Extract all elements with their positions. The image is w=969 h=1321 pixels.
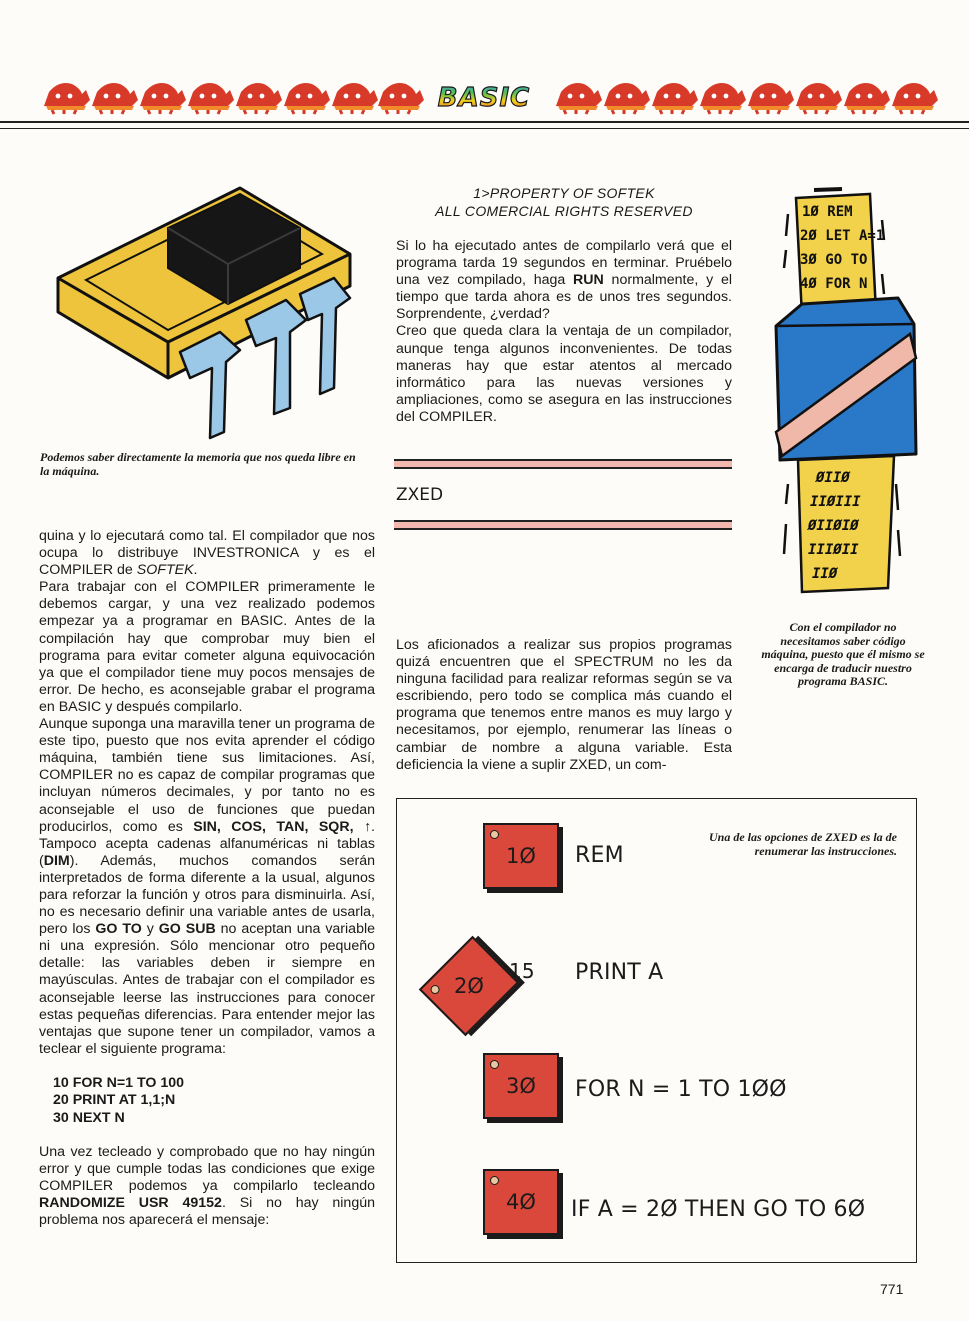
text-run: quina y lo ejecutará como tal. El compilador que nos ocupa lo distribuye INVESTRONICA y es el COMPILER de xyxy=(39,528,375,579)
message-line-1: 1>PROPERTY OF SOFTEK xyxy=(473,185,655,201)
section-rule-top xyxy=(394,459,732,471)
chip-caption: Podemos saber directamente la memoria que nos queda libre en la máquina. xyxy=(40,450,356,478)
compiler-caption: Con el compilador no necesitamos saber código máquina, puesto que él mismo se encarga de traducir nuestro programa BASIC. xyxy=(761,620,925,688)
header-banner xyxy=(0,78,969,118)
line-tile: 1Ø xyxy=(483,823,559,889)
text-run: Creo que queda clara la ventaja de un compilador, aunque tenga algunos inconvenientes. De todas maneras hay que estar atentos al mercado informático para las nuevas versiones y ampliaciones, como se asegura en las instrucciones del COMPILER. xyxy=(396,323,732,425)
listing-line: 1Ø REM xyxy=(802,204,853,220)
text-run: RANDOMIZE USR 49152 xyxy=(39,1195,222,1212)
middle-upper-text xyxy=(396,238,732,426)
text-run: GO TO xyxy=(95,921,142,938)
listing-line: 3Ø GO TO xyxy=(800,252,868,268)
text-run: y xyxy=(141,921,159,938)
line-new-number: 15 xyxy=(509,959,535,983)
text-run: Los aficionados a realizar sus propios programas quizá encuentren que el SPECTRUM no les da ninguna facilidad para realizar reformas según se va escribiendo, pero todo se complica más cuando el programa que tenemos entre manos es muy largo y necesitamos, por ejemplo, renumerar las líneas o cambiar de nombre a alguna variable. Esta deficiencia la viene a suplir ZXED, un com- xyxy=(396,637,732,773)
section-title: ZXED xyxy=(396,485,444,505)
program-line: 10 FOR N=1 TO 100 xyxy=(53,1074,185,1091)
left-paragraph-4 xyxy=(39,1144,375,1229)
text-run: . Si no hay ningún problema nos aparecerá el mensaje: xyxy=(39,1195,375,1229)
header-invader-row-left xyxy=(44,83,424,114)
text-run: normalmente, y el tiempo que tarda ahora es de unos tres segundos. Sorprendente, ¿verdad? xyxy=(396,272,732,323)
header-invader-row-right xyxy=(556,83,938,114)
program-line: 20 PRINT AT 1,1;N xyxy=(53,1092,176,1109)
binary-line: IIØ xyxy=(812,566,838,582)
text-run: RUN xyxy=(573,272,604,289)
line-statement: IF A = 2Ø THEN GO TO 6Ø xyxy=(571,1197,866,1222)
line-tile-rotated: 2Ø xyxy=(419,936,519,1036)
listing-line: 2Ø LET A=1 xyxy=(800,228,885,244)
text-run: SIN, COS, TAN, SQR, ↑ xyxy=(193,818,372,835)
text-run: . Tampoco acepta cadenas alfanuméricas ni tablas ( xyxy=(39,818,375,869)
zxed-caption: Una de las opciones de ZXED es la de renumerar las instrucciones. xyxy=(709,830,897,858)
text-run: Una vez tecleado y comprobado que no hay ningún error y que cumple todas las condiciones que exige COMPILER podemos ya compilarlo tecleando xyxy=(39,1143,375,1194)
chip-illustration xyxy=(50,182,360,440)
middle-paragraph-2 xyxy=(396,323,732,426)
zxed-figure xyxy=(396,798,917,1263)
middle-paragraph-1 xyxy=(396,238,732,323)
line-tile: 4Ø xyxy=(483,1169,559,1235)
middle-lower-text xyxy=(396,637,732,774)
text-run: GO SUB xyxy=(158,921,216,938)
text-run: Si lo ha ejecutado antes de compilarlo verá que el programa tarda 19 segundos en terminar. Pruébelo una vez compilado, haga xyxy=(396,238,732,289)
left-paragraph-1 xyxy=(39,528,375,579)
left-column-body xyxy=(39,528,375,1229)
text-run: no aceptan una variable ni una expresión. Sólo mencionar otro pequeño detalle: las variables deben ir siempre en mayúsculas. Antes de trabajar con el compilador es aconsejable leerse las instrucciones para conocer estas pequeñas diferencias. Para entender mejor las ventajas que supone tener un compilador, vamos a teclear el siguiente programa: xyxy=(39,921,375,1057)
text-run: DIM xyxy=(43,852,70,869)
line-statement: PRINT A xyxy=(575,960,664,985)
line-statement: FOR N = 1 TO 1ØØ xyxy=(575,1077,787,1102)
middle-paragraph-3 xyxy=(396,637,732,774)
text-run: ). Además, muchos comandos serán interpretados de forma diferente a la usual, algunos para reforzar la función y otros para disminuirla. Así, no es necesario definir una variable antes de usarla, pero los xyxy=(39,852,375,938)
binary-line: ØIIØ xyxy=(816,470,850,486)
header-rule-bottom xyxy=(0,128,969,129)
line-statement: REM xyxy=(575,843,624,868)
binary-line: ØIIØIØ xyxy=(808,518,859,534)
section-rule-bottom xyxy=(394,520,732,532)
binary-line: IIIØII xyxy=(808,542,859,558)
binary-line: IIØIII xyxy=(810,494,861,510)
header-rule-top xyxy=(0,121,969,123)
message-line-2: ALL COMERCIAL RIGHTS RESERVED xyxy=(435,203,693,219)
text-run: Aunque suponga una maravilla tener un programa de este tipo, puesto que nos evita aprender el código máquina, también tiene sus limitaciones. Así, COMPILER no es capaz de compilar programas que incluyan números decimales, y por tanto no es aconsejable el uso de funciones que puedan producirlos, como es xyxy=(39,716,375,835)
compiler-message xyxy=(396,184,732,220)
program-line: 30 NEXT N xyxy=(53,1109,125,1126)
listing-line: 4Ø FOR N xyxy=(800,276,868,292)
program-listing xyxy=(53,1075,375,1127)
header-section-title: BASIC xyxy=(437,83,531,113)
text-run: SOFTEK xyxy=(136,562,194,579)
left-paragraph-3 xyxy=(39,716,375,1058)
page-number: 771 xyxy=(880,1281,904,1297)
text-run: Para trabajar con el COMPILER primeramente le debemos cargar, y una vez realizado podemos empezar ya a programar en BASIC. Antes de la compilación hay que comprobar muy bien el programa para evitar cometer alguna equivocación ya que el compilador tiene muy pocos mensajes de error. De hecho, es aconsejable grabar el programa en BASIC y después compilarlo. xyxy=(39,579,375,715)
text-run: . xyxy=(193,562,198,579)
line-tile: 3Ø xyxy=(483,1053,559,1119)
left-paragraph-2 xyxy=(39,579,375,716)
compiler-illustration xyxy=(758,184,926,600)
